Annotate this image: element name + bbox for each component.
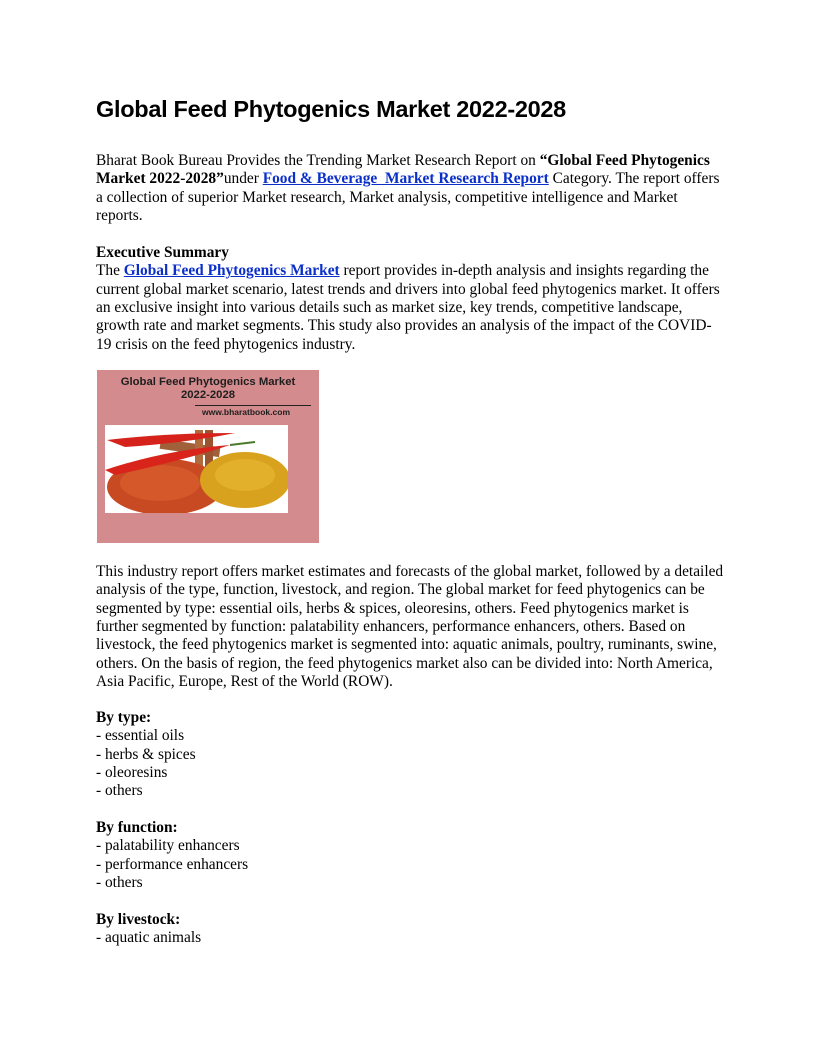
exec-text: report provides in-depth analysis and insights regarding the current global market scenario, latest trends and drivers into global feed phytogenics market. It offers an exclusive insight into various details such as market size, key trends, competitive landscape, growth rate and market segments. This study also provides an analysis of the impact of the COVID-19 crisis on the feed phytogenics industry. <box>96 262 720 353</box>
list-item: - performance enhancers <box>96 855 249 873</box>
report-cover-image <box>97 370 319 543</box>
intro-text: Category. The report offers a collection of superior Market research, Market analysis, competitive intelligence and Market reports. <box>96 170 720 225</box>
by-livestock-section <box>96 911 201 948</box>
exec-text: The <box>96 262 124 280</box>
section-heading: By function: <box>96 819 178 836</box>
body-paragraph: This industry report offers market estimates and forecasts of the global market, followed by a detailed analysis of the type, function, livestock, and region. The global market for feed phytogenics can be segmented by type: essential oils, herbs & spices, oleoresins, others. Feed phytogenics market is further segmented by function: palatability enhancers, performance enhancers, others. Based on livestock, the feed phytogenics market is segmented into: aquatic animals, poultry, ruminants, swine, others. On the basis of region, the feed phytogenics market also can be divided into: North America, Asia Pacific, Europe, Rest of the World (ROW). <box>96 563 724 691</box>
list-item: - others <box>96 782 143 800</box>
cover-url: www.bharatbook.com <box>202 407 291 417</box>
by-type-section <box>96 709 196 801</box>
intro-text: Bharat Book Bureau Provides the Trending Market Research Report on <box>96 152 540 169</box>
spices-photo <box>105 425 288 513</box>
list-item: - others <box>96 874 143 892</box>
page-title: Global Feed Phytogenics Market 2022-2028 <box>96 96 566 122</box>
executive-summary <box>96 244 726 354</box>
market-link[interactable]: Global Feed Phytogenics Market <box>123 262 340 280</box>
list-item: - palatability enhancers <box>96 837 240 855</box>
cover-title: Global Feed Phytogenics Market 2022-2028 <box>120 376 296 401</box>
category-link[interactable]: Food & Beverage Market Research Report <box>262 170 549 188</box>
list-item: - aquatic animals <box>96 929 202 947</box>
list-item: - herbs & spices <box>96 745 196 763</box>
report-name: “Global Feed Phytogenics Market 2022-2028” <box>96 152 710 188</box>
intro-paragraph <box>96 152 726 225</box>
by-function-section <box>96 819 248 892</box>
list-item: - oleoresins <box>96 764 168 782</box>
section-heading: By type: <box>96 709 152 726</box>
section-heading: Executive Summary <box>96 244 229 261</box>
intro-text: under <box>223 170 263 188</box>
list-item: - essential oils <box>96 727 185 745</box>
cover-divider <box>195 405 311 406</box>
section-heading: By livestock: <box>96 911 181 928</box>
